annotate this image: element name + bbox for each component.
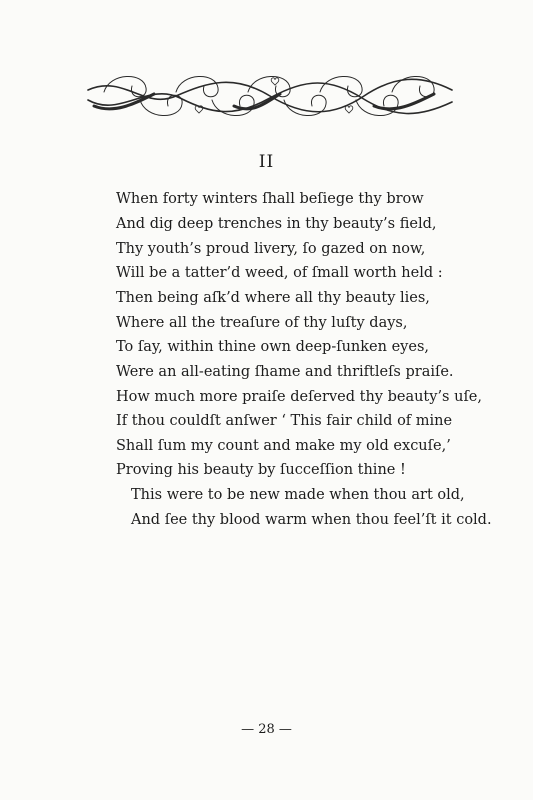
flourish-ornament-icon [84,70,456,122]
poem-line: Were an all-eating ſhame and thriftleſs praiſe. [116,364,454,380]
poem-line: And dig deep trenches in thy beauty’s field, [116,216,437,232]
poem-line: To ſay, within thine own deep-ſunken eyes, [116,339,429,355]
poem-line: Shall ſum my count and make my old excuſe,’ [116,438,451,454]
poem-line: Thy youth’s proud livery, ſo gazed on now, [116,241,426,257]
poem-line: Will be a tatter’d weed, of ſmall worth held : [116,265,443,281]
poem-line: Proving his beauty by ſucceſſion thine ! [116,462,406,478]
poem-line: If thou couldſt anſwer ‘ This fair child of mine [116,413,453,429]
sonnet-number: II [258,152,275,172]
poem-line: When forty winters ſhall beſiege thy brow [116,191,424,207]
poem-line: How much more praiſe deſerved thy beauty’s uſe, [116,389,482,405]
poem-line: Then being aſk’d where all thy beauty lies, [116,290,430,306]
page-number: — 28 — [241,722,292,737]
poem-line-couplet: This were to be new made when thou art old, [131,487,465,503]
poem-line: Where all the treaſure of thy luſty days, [116,315,408,331]
poem-line-couplet: And ſee thy blood warm when thou feel’ſt it cold. [131,512,492,528]
